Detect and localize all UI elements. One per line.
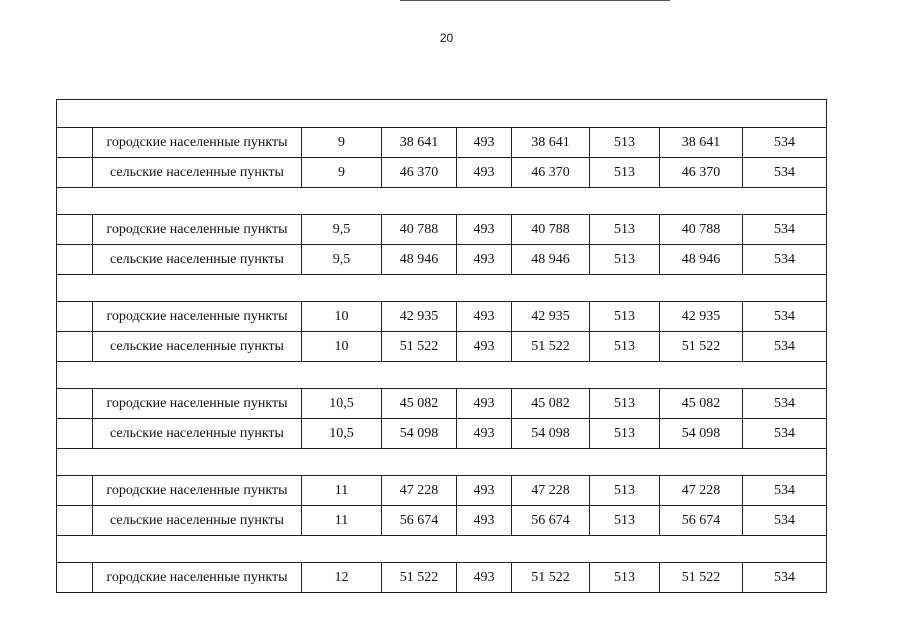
value-cell: 51 522 <box>512 332 590 362</box>
empty-index-cell <box>57 158 93 188</box>
value-cell: 493 <box>457 128 512 158</box>
empty-index-cell <box>57 302 93 332</box>
value-cell: 10,5 <box>302 389 382 419</box>
value-cell: 54 098 <box>512 419 590 449</box>
value-cell: 534 <box>743 389 827 419</box>
table-row <box>57 215 827 245</box>
value-cell: 40 788 <box>512 215 590 245</box>
value-cell: 513 <box>590 506 660 536</box>
section-spacer-row <box>57 449 827 476</box>
value-cell: 11 <box>302 476 382 506</box>
value-cell: 513 <box>590 302 660 332</box>
empty-index-cell <box>57 245 93 275</box>
table-row <box>57 506 827 536</box>
settlement-type-cell: сельские населенные пункты <box>93 419 302 449</box>
value-cell: 493 <box>457 215 512 245</box>
value-cell: 493 <box>457 158 512 188</box>
value-cell: 48 946 <box>382 245 457 275</box>
value-cell: 46 370 <box>382 158 457 188</box>
value-cell: 9,5 <box>302 215 382 245</box>
value-cell: 513 <box>590 332 660 362</box>
table-row <box>57 158 827 188</box>
empty-index-cell <box>57 563 93 593</box>
value-cell: 534 <box>743 245 827 275</box>
value-cell: 513 <box>590 215 660 245</box>
settlement-type-cell: сельские населенные пункты <box>93 158 302 188</box>
value-cell: 38 641 <box>512 128 590 158</box>
settlement-type-cell: городские населенные пункты <box>93 389 302 419</box>
value-cell: 56 674 <box>660 506 743 536</box>
value-cell: 10 <box>302 332 382 362</box>
spacer-cell <box>57 536 827 563</box>
value-cell: 534 <box>743 158 827 188</box>
value-cell: 40 788 <box>382 215 457 245</box>
value-cell: 534 <box>743 506 827 536</box>
value-cell: 56 674 <box>382 506 457 536</box>
value-cell: 534 <box>743 563 827 593</box>
value-cell: 493 <box>457 419 512 449</box>
settlement-type-cell: городские населенные пункты <box>93 302 302 332</box>
value-cell: 513 <box>590 476 660 506</box>
settlement-type-cell: городские населенные пункты <box>93 563 302 593</box>
value-cell: 54 098 <box>660 419 743 449</box>
empty-index-cell <box>57 476 93 506</box>
section-spacer-row <box>57 188 827 215</box>
table-row <box>57 563 827 593</box>
spacer-cell <box>57 100 827 128</box>
value-cell: 56 674 <box>512 506 590 536</box>
value-cell: 534 <box>743 476 827 506</box>
section-spacer-row <box>57 536 827 563</box>
value-cell: 51 522 <box>382 563 457 593</box>
value-cell: 513 <box>590 563 660 593</box>
value-cell: 42 935 <box>660 302 743 332</box>
table-row <box>57 245 827 275</box>
value-cell: 10 <box>302 302 382 332</box>
empty-index-cell <box>57 419 93 449</box>
empty-index-cell <box>57 389 93 419</box>
value-cell: 12 <box>302 563 382 593</box>
page-number: 20 <box>439 31 454 45</box>
value-cell: 42 935 <box>382 302 457 332</box>
value-cell: 51 522 <box>512 563 590 593</box>
table-row <box>57 128 827 158</box>
empty-index-cell <box>57 332 93 362</box>
value-cell: 51 522 <box>382 332 457 362</box>
value-cell: 493 <box>457 245 512 275</box>
value-cell: 513 <box>590 419 660 449</box>
value-cell: 47 228 <box>382 476 457 506</box>
value-cell: 534 <box>743 128 827 158</box>
value-cell: 493 <box>457 563 512 593</box>
settlement-type-cell: городские населенные пункты <box>93 128 302 158</box>
spacer-cell <box>57 362 827 389</box>
header-spacer-row <box>57 100 827 128</box>
value-cell: 534 <box>743 332 827 362</box>
value-cell: 42 935 <box>512 302 590 332</box>
value-cell: 54 098 <box>382 419 457 449</box>
value-cell: 38 641 <box>382 128 457 158</box>
value-cell: 47 228 <box>660 476 743 506</box>
empty-index-cell <box>57 128 93 158</box>
value-cell: 493 <box>457 476 512 506</box>
value-cell: 513 <box>590 158 660 188</box>
spacer-cell <box>57 275 827 302</box>
value-cell: 40 788 <box>660 215 743 245</box>
value-cell: 9 <box>302 158 382 188</box>
section-spacer-row <box>57 362 827 389</box>
spacer-cell <box>57 188 827 215</box>
value-cell: 493 <box>457 332 512 362</box>
settlement-type-cell: сельские населенные пункты <box>93 332 302 362</box>
value-cell: 9,5 <box>302 245 382 275</box>
value-cell: 493 <box>457 506 512 536</box>
value-cell: 45 082 <box>512 389 590 419</box>
value-cell: 493 <box>457 389 512 419</box>
settlement-type-cell: сельские населенные пункты <box>93 245 302 275</box>
value-cell: 51 522 <box>660 563 743 593</box>
value-cell: 51 522 <box>660 332 743 362</box>
table-row <box>57 419 827 449</box>
value-cell: 9 <box>302 128 382 158</box>
value-cell: 10,5 <box>302 419 382 449</box>
value-cell: 534 <box>743 419 827 449</box>
spacer-cell <box>57 449 827 476</box>
tariff-table <box>56 99 827 593</box>
empty-index-cell <box>57 215 93 245</box>
value-cell: 47 228 <box>512 476 590 506</box>
table-row <box>57 476 827 506</box>
value-cell: 534 <box>743 215 827 245</box>
value-cell: 513 <box>590 245 660 275</box>
empty-index-cell <box>57 506 93 536</box>
value-cell: 46 370 <box>660 158 743 188</box>
value-cell: 38 641 <box>660 128 743 158</box>
scan-edge-mark <box>400 0 670 1</box>
value-cell: 513 <box>590 128 660 158</box>
settlement-type-cell: сельские населенные пункты <box>93 506 302 536</box>
value-cell: 48 946 <box>660 245 743 275</box>
settlement-type-cell: городские населенные пункты <box>93 215 302 245</box>
table-row <box>57 389 827 419</box>
value-cell: 46 370 <box>512 158 590 188</box>
value-cell: 534 <box>743 302 827 332</box>
value-cell: 11 <box>302 506 382 536</box>
value-cell: 513 <box>590 389 660 419</box>
settlement-type-cell: городские населенные пункты <box>93 476 302 506</box>
section-spacer-row <box>57 275 827 302</box>
value-cell: 48 946 <box>512 245 590 275</box>
value-cell: 45 082 <box>382 389 457 419</box>
value-cell: 493 <box>457 302 512 332</box>
value-cell: 45 082 <box>660 389 743 419</box>
table-row <box>57 332 827 362</box>
table-row <box>57 302 827 332</box>
